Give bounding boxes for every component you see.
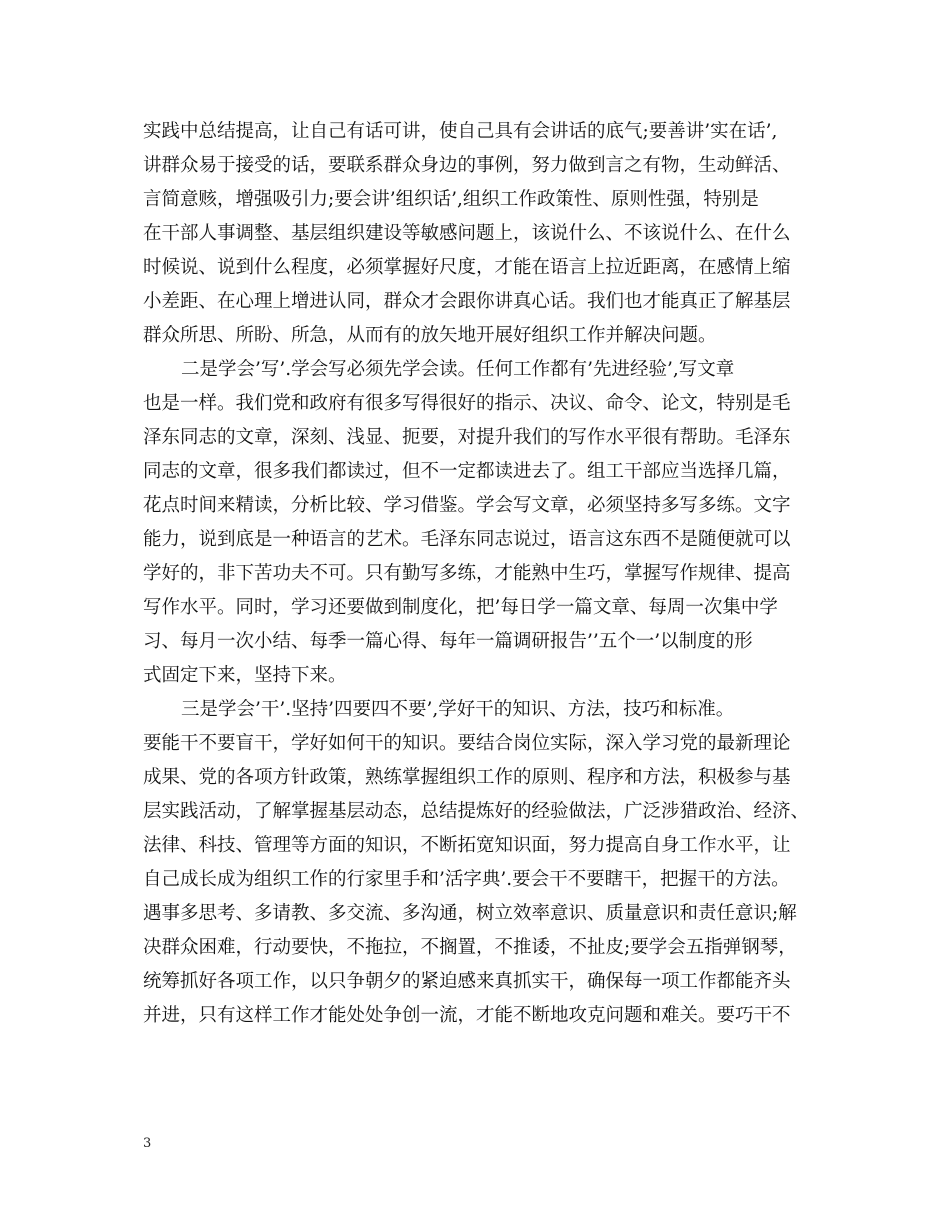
text-line: 法律、科技、管理等方面的知识，不断拓宽知识面，努力提高自身工作水平，让: [143, 835, 791, 856]
text-line: 要能干不要盲干，学好如何干的知识。要结合岗位实际，深入学习党的最新理论: [143, 733, 791, 754]
text-line: 自己成长成为组织工作的行家里手和’活字典’.要会干不要瞎干，把握干的方法。: [143, 869, 790, 890]
text-line: 小差距、在心理上增进认同，群众才会跟你讲真心话。我们也才能真正了解基层: [143, 291, 791, 312]
paragraph-start-line: 三是学会’干’.坚持’四要四不要’,学好干的知识、方法，技巧和标准。: [181, 699, 735, 720]
paragraph-start-line: 二是学会’写’.学会写必须先学会读。任何工作都有’先进经验’,写文章: [181, 359, 735, 380]
text-line: 并进，只有这样工作才能处处争创一流，才能不断地攻克问题和难关。要巧干不: [143, 1005, 791, 1026]
text-line: 统筹抓好各项工作，以只争朝夕的紧迫感来真抓实干，确保每一项工作都能齐头: [143, 971, 791, 992]
text-line: 群众所思、所盼、所急，从而有的放矢地开展好组织工作并解决问题。: [143, 325, 717, 346]
text-line: 习、每月一次小结、每季一篇心得、每年一篇调研报告’’五个一’以制度的形: [143, 631, 753, 652]
body-text: [143, 115, 823, 1033]
text-line: 也是一样。我们党和政府有很多写得很好的指示、决议、命令、论文，特别是毛: [143, 393, 791, 414]
text-line: 言简意赅，增强吸引力;要会讲’组织话’,组织工作政策性、原则性强，特别是: [143, 189, 759, 210]
text-line: 成果、党的各项方针政策，熟练掌握组织工作的原则、程序和方法，积极参与基: [143, 767, 791, 788]
text-line: 学好的，非下苦功夫不可。只有勤写多练，才能熟中生巧，掌握写作规律、提高: [143, 563, 791, 584]
text-line: 同志的文章，很多我们都读过，但不一定都读进去了。组工干部应当选择几篇，: [143, 461, 791, 482]
text-line: 遇事多思考、多请教、多交流、多沟通，树立效率意识、质量意识和责任意识;解: [143, 903, 797, 924]
text-line: 讲群众易于接受的话，要联系群众身边的事例，努力做到言之有物，生动鲜活、: [143, 155, 791, 176]
page-number: 3: [143, 1136, 152, 1151]
text-line: 泽东同志的文章，深刻、浅显、扼要，对提升我们的写作水平很有帮助。毛泽东: [143, 427, 791, 448]
text-line: 决群众困难，行动要快，不拖拉，不搁置，不推诿，不扯皮;要学会五指弹钢琴，: [143, 937, 797, 958]
text-line: 能力，说到底是一种语言的艺术。毛泽东同志说过，语言这东西不是随便就可以: [143, 529, 791, 550]
text-line: 实践中总结提高，让自己有话可讲，使自己具有会讲话的底气;要善讲’实在话’,: [143, 121, 778, 142]
text-line: 写作水平。同时，学习还要做到制度化，把’每日学一篇文章、每周一次集中学: [143, 597, 778, 618]
text-line: 在干部人事调整、基层组织建设等敏感问题上，该说什么、不该说什么、在什么: [143, 223, 791, 244]
text-line: 式固定下来，坚持下来。: [143, 665, 347, 686]
text-line: 层实践活动，了解掌握基层动态，总结提炼好的经验做法，广泛涉猎政治、经济、: [143, 801, 810, 822]
text-line: 花点时间来精读，分析比较、学习借鉴。学会写文章，必须坚持多写多练。文字: [143, 495, 791, 516]
text-line: 时候说、说到什么程度，必须掌握好尺度，才能在语言上拉近距离，在感情上缩: [143, 257, 791, 278]
